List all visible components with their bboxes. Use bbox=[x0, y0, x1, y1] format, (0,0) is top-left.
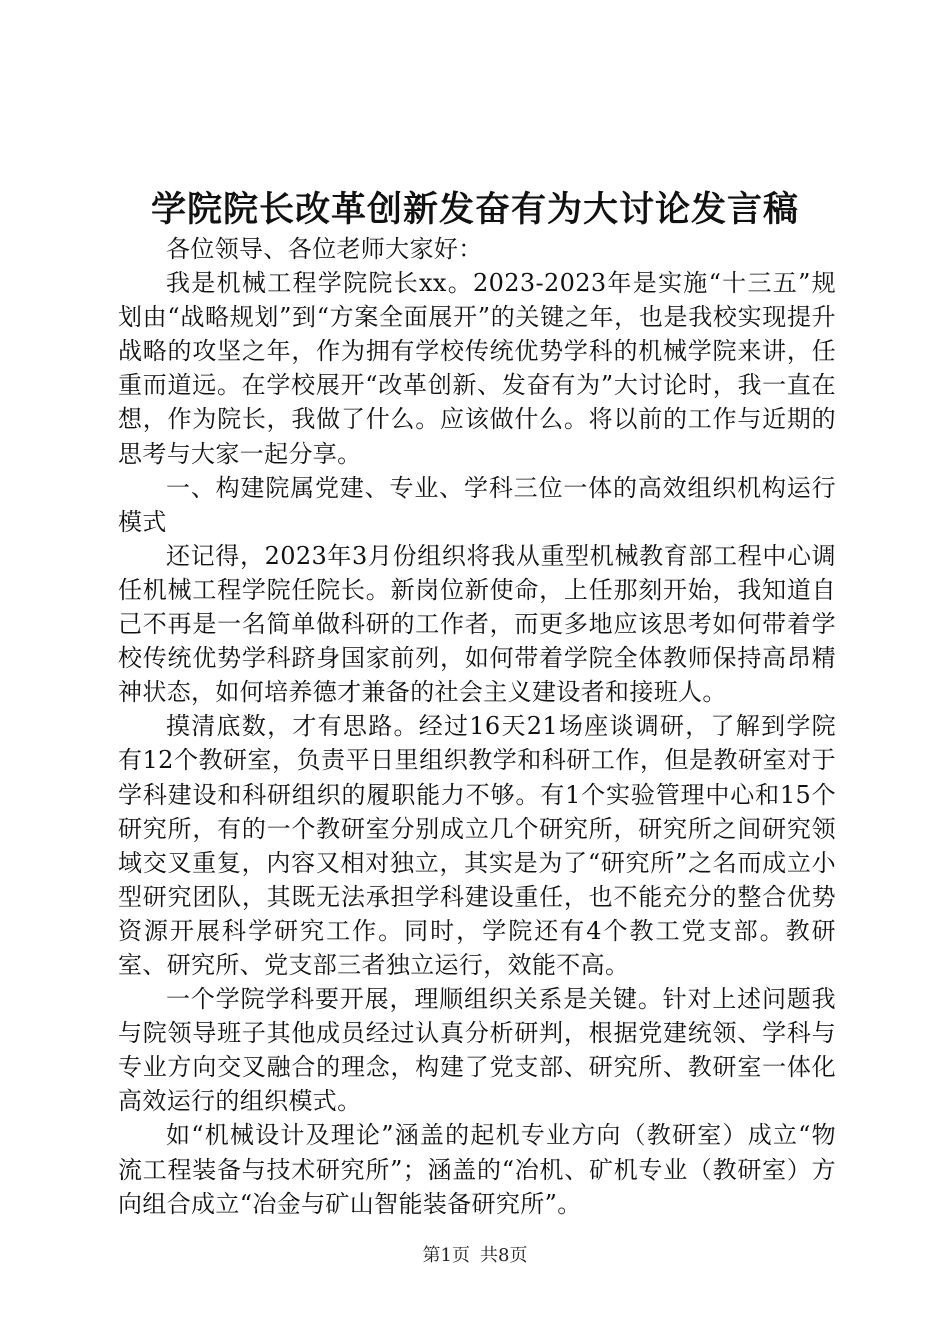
paragraph-investigation: 摸清底数，才有思路。经过16天21场座谈调研，了解到学院有12个教研室，负责平日里组织教学和科研工作，但是教研室对于学科建设和科研组织的履职能力不够。有1个实验管理中心和15个研究所，有的一个教研室分别成立几个研究所，研究所之间研究领域交叉重复，内容又相对独立，其实是为了“研究所”之名而成立小型研究团队，其既无法承担学科建设重任，也不能充分的整合优势资源开展科学研究工作。同时，学院还有4个教工党支部。教研室、研究所、党支部三者独立运行，效能不高。 bbox=[118, 712, 836, 979]
page-number: 第1页 bbox=[422, 1245, 470, 1266]
paragraph-example: 如“机械设计及理论”涵盖的起机专业方向（教研室）成立“物流工程装备与技术研究所”；涵盖的“冶机、矿机专业（教研室）方向组合成立“冶金与矿山智能装备研究所”。 bbox=[118, 1121, 836, 1218]
page-footer bbox=[0, 1244, 950, 1268]
paragraph-organization: 一个学院学科要开展，理顺组织关系是关键。针对上述问题我与院领导班子其他成员经过认真分析研判，根据党建统领、学科与专业方向交叉融合的理念，构建了党支部、研究所、教研室一体化高效运行的组织模式。 bbox=[118, 985, 836, 1116]
document-body bbox=[118, 232, 836, 1221]
page-total: 共8页 bbox=[480, 1245, 528, 1266]
paragraph-introduction: 我是机械工程学院院长xx。2023-2023年是实施“十三五”规划由“战略规划”到“方案全面展开”的关键之年，也是我校实现提升战略的攻坚之年，作为拥有学校传统优势学科的机械学院来讲，任重而道远。在学校展开“改革创新、发奋有为”大讨论时，我一直在想，作为院长，我做了什么。应该做什么。将以前的工作与近期的思考与大家一起分享。 bbox=[118, 269, 836, 468]
paragraph-appointment: 还记得，2023年3月份组织将我从重型机械教育部工程中心调任机械工程学院任院长。新岗位新使命，上任那刻开始，我知道自己不再是一名简单做科研的工作者，而更多地应该思考如何带着学校传统优势学科跻身国家前列，如何带着学院全体教师保持高昂精神状态，如何培养德才兼备的社会主义建设者和接班人。 bbox=[118, 541, 836, 707]
paragraph-greeting: 各位领导、各位老师大家好： bbox=[166, 235, 483, 263]
document-title: 学院院长改革创新发奋有为大讨论发言稿 bbox=[150, 189, 799, 230]
section-heading-1: 一、构建院属党建、专业、学科三位一体的高效组织机构运行模式 bbox=[118, 473, 836, 536]
